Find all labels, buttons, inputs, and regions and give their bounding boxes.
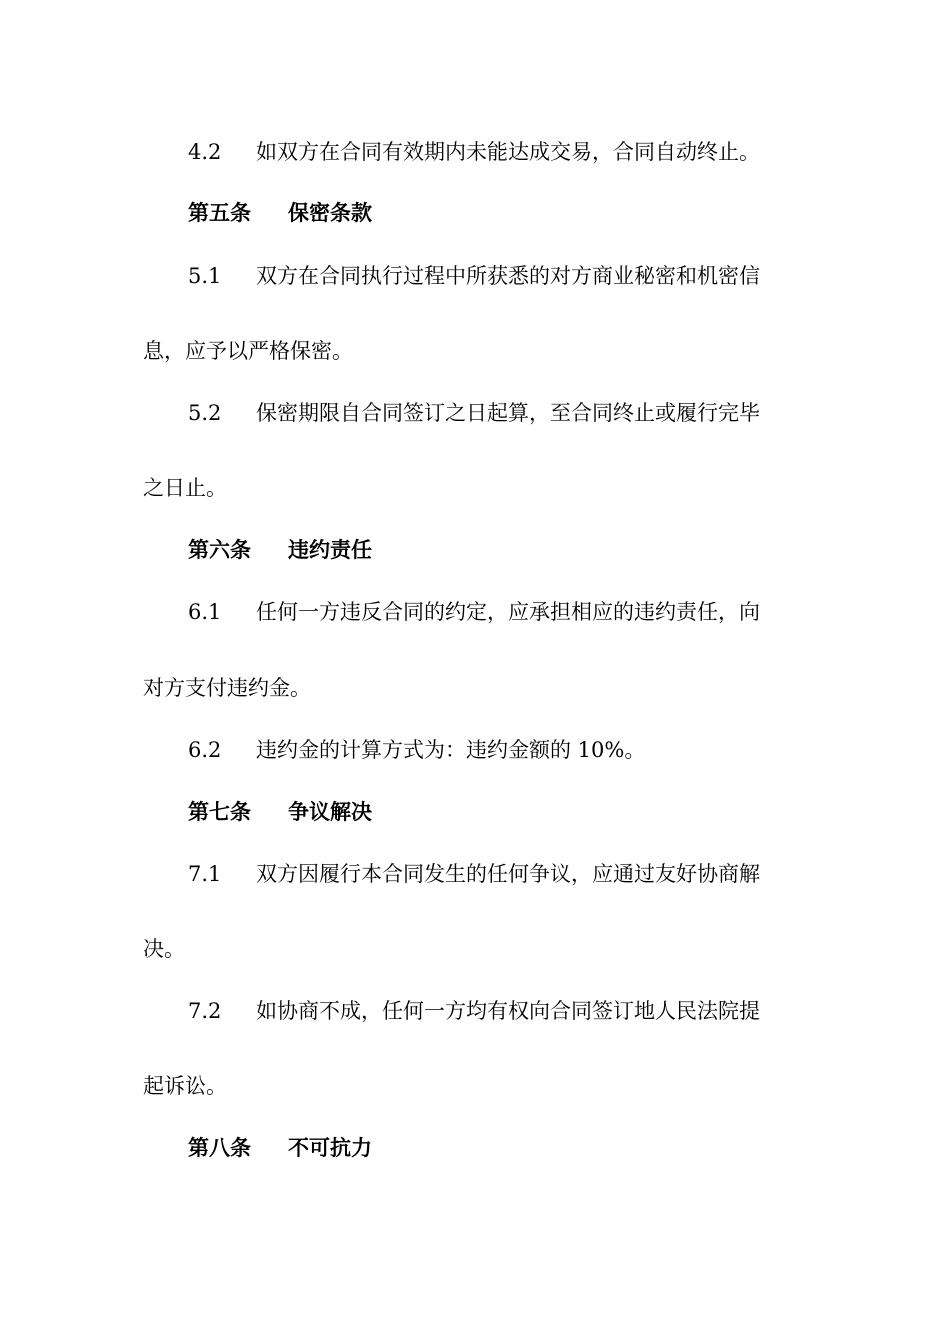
clause-6-1	[188, 597, 760, 627]
clause-text: 保密期限自合同签订之日起算，至合同终止或履行完毕	[256, 401, 760, 425]
clause-5-1-continuation	[143, 336, 353, 366]
clause-number: 4.2	[188, 140, 222, 164]
clause-text: 如协商不成，任何一方均有权向合同签订地人民法院提	[256, 999, 760, 1023]
clause-6-1-continuation	[143, 673, 311, 703]
clause-6-2	[188, 735, 645, 765]
article-title: 不可抗力	[288, 1135, 372, 1160]
article-heading-5	[188, 198, 372, 228]
clause-text: 双方因履行本合同发生的任何争议，应通过友好协商解	[256, 862, 760, 886]
clause-number: 6.2	[188, 738, 222, 762]
clause-number: 7.2	[188, 999, 222, 1023]
article-title: 保密条款	[288, 200, 372, 225]
article-number: 第六条	[188, 537, 251, 562]
article-heading-8	[188, 1133, 372, 1163]
clause-5-2-continuation	[143, 473, 227, 503]
clause-text: 对方支付违约金。	[143, 676, 311, 700]
clause-text: 如双方在合同有效期内未能达成交易，合同自动终止。	[256, 140, 760, 164]
clause-text: 双方在合同执行过程中所获悉的对方商业秘密和机密信	[256, 264, 760, 288]
article-number: 第五条	[188, 200, 251, 225]
clause-number: 6.1	[188, 600, 222, 624]
article-title: 违约责任	[288, 537, 372, 562]
article-heading-6	[188, 535, 372, 565]
clause-text: 息，应予以严格保密。	[143, 339, 353, 363]
clause-text: 任何一方违反合同的约定，应承担相应的违约责任，向	[256, 600, 760, 624]
clause-7-2	[188, 996, 760, 1026]
clause-5-2	[188, 398, 760, 428]
clause-number: 5.1	[188, 264, 222, 288]
clause-7-2-continuation	[143, 1071, 227, 1101]
clause-number: 7.1	[188, 862, 222, 886]
clause-text: 违约金的计算方式为：违约金额的 10%。	[256, 738, 646, 762]
clause-5-1	[188, 261, 760, 291]
clause-text: 起诉讼。	[143, 1074, 227, 1098]
clause-text: 之日止。	[143, 476, 227, 500]
clause-number: 5.2	[188, 401, 222, 425]
clause-7-1-continuation	[143, 934, 185, 964]
article-heading-7	[188, 797, 372, 827]
clause-text: 决。	[143, 937, 185, 961]
clause-7-1	[188, 859, 760, 889]
clause-4-2	[188, 137, 760, 167]
article-title: 争议解决	[288, 799, 372, 824]
article-number: 第八条	[188, 1135, 251, 1160]
article-number: 第七条	[188, 799, 251, 824]
